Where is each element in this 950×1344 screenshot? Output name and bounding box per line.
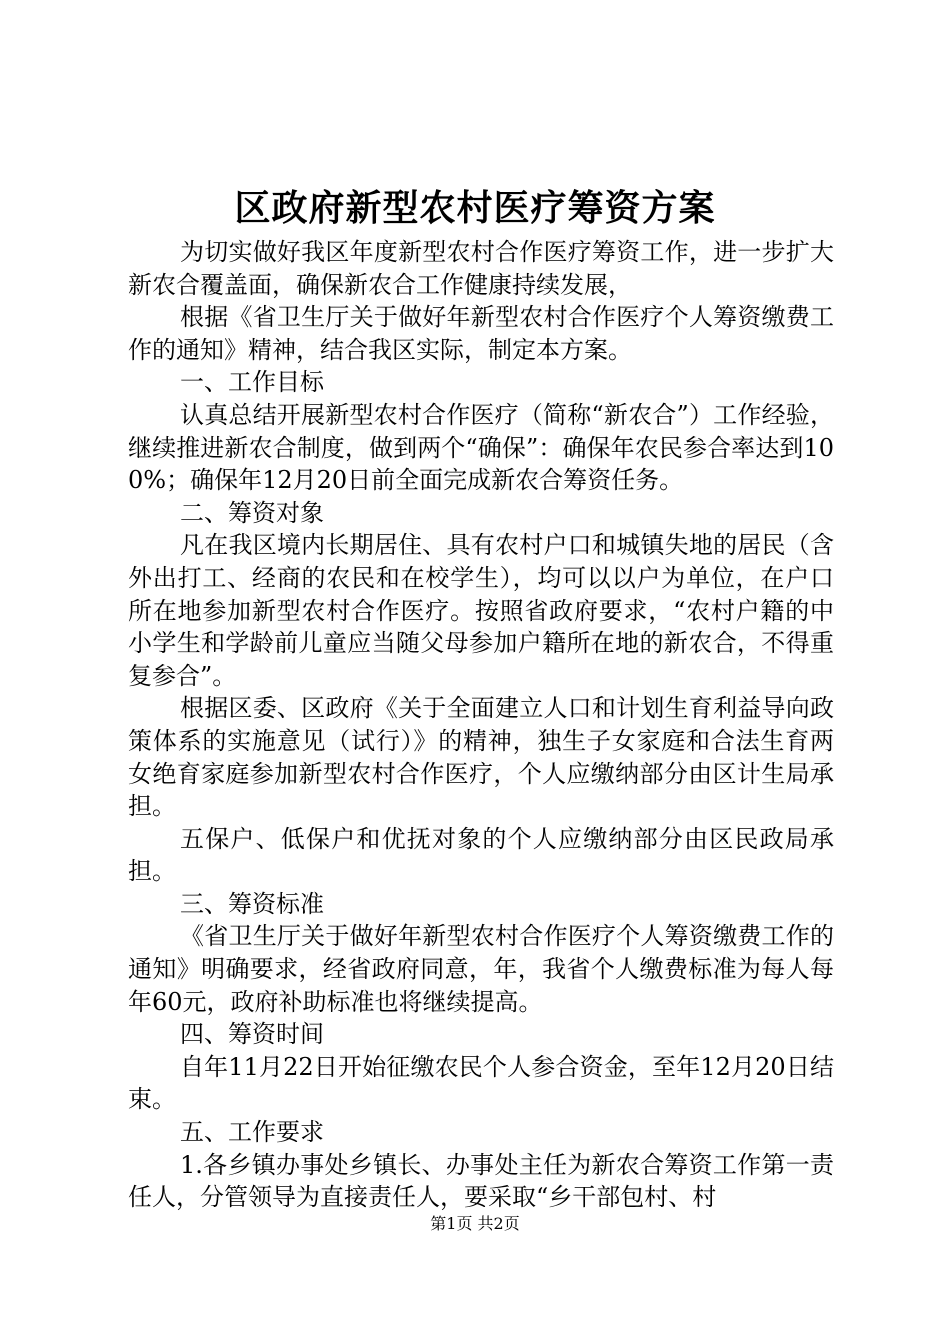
document-body: [128, 236, 834, 1214]
section-heading-goals: 一、工作目标: [180, 368, 324, 397]
paragraph-standard: 《省卫生厅关于做好年新型农村合作医疗个人筹资缴费工作的通知》明确要求，经省政府同意，年，我省个人缴费标准为每人每年60元，政府补助标准也将继续提高。: [128, 922, 834, 1016]
page-footer: 第1页 共2页: [430, 1214, 520, 1233]
document-title: 区政府新型农村医疗筹资方案: [234, 187, 716, 229]
paragraph-time: 自年11月22日开始征缴农民个人参合资金，至年12月20日结束。: [128, 1052, 834, 1114]
section-heading-standard: 三、筹资标准: [180, 889, 324, 918]
paragraph-intro: 为切实做好我区年度新型农村合作医疗筹资工作，进一步扩大新农合覆盖面，确保新农合工作健康持续发展，: [128, 238, 834, 299]
paragraph-requirements: 1.各乡镇办事处乡镇长、办事处主任为新农合筹资工作第一责任人，分管领导为直接责任人，要采取“乡干部包村、村: [128, 1150, 834, 1212]
paragraph-welfare: 五保户、低保户和优抚对象的个人应缴纳部分由区民政局承担。: [128, 824, 834, 886]
paragraph-family-planning: 根据区委、区政府《关于全面建立人口和计划生育利益导向政策体系的实施意见（试行）》的精神，独生子女家庭和合法生育两女绝育家庭参加新型农村合作医疗，个人应缴纳部分由区计生局承担。: [128, 694, 834, 821]
paragraph-goals: 认真总结开展新型农村合作医疗（简称“新农合”）工作经验，继续推进新农合制度，做到两个“确保”：确保年农民参合率达到100%；确保年12月20日前全面完成新农合筹资任务。: [128, 400, 834, 495]
paragraph-basis: 根据《省卫生厅关于做好年新型农村合作医疗个人筹资缴费工作的通知》精神，结合我区实际，制定本方案。: [128, 303, 834, 364]
section-heading-targets: 二、筹资对象: [180, 498, 324, 527]
section-heading-requirements: 五、工作要求: [180, 1118, 324, 1147]
section-heading-time: 四、筹资时间: [180, 1020, 324, 1049]
paragraph-targets: 凡在我区境内长期居住、具有农村户口和城镇失地的居民（含外出打工、经商的农民和在校学生），均可以以户为单位，在户口所在地参加新型农村合作医疗。按照省政府要求，“农村户籍的中小学生和学龄前儿童应当随父母参加户籍所在地的新农合，不得重复参合”。: [128, 531, 834, 690]
